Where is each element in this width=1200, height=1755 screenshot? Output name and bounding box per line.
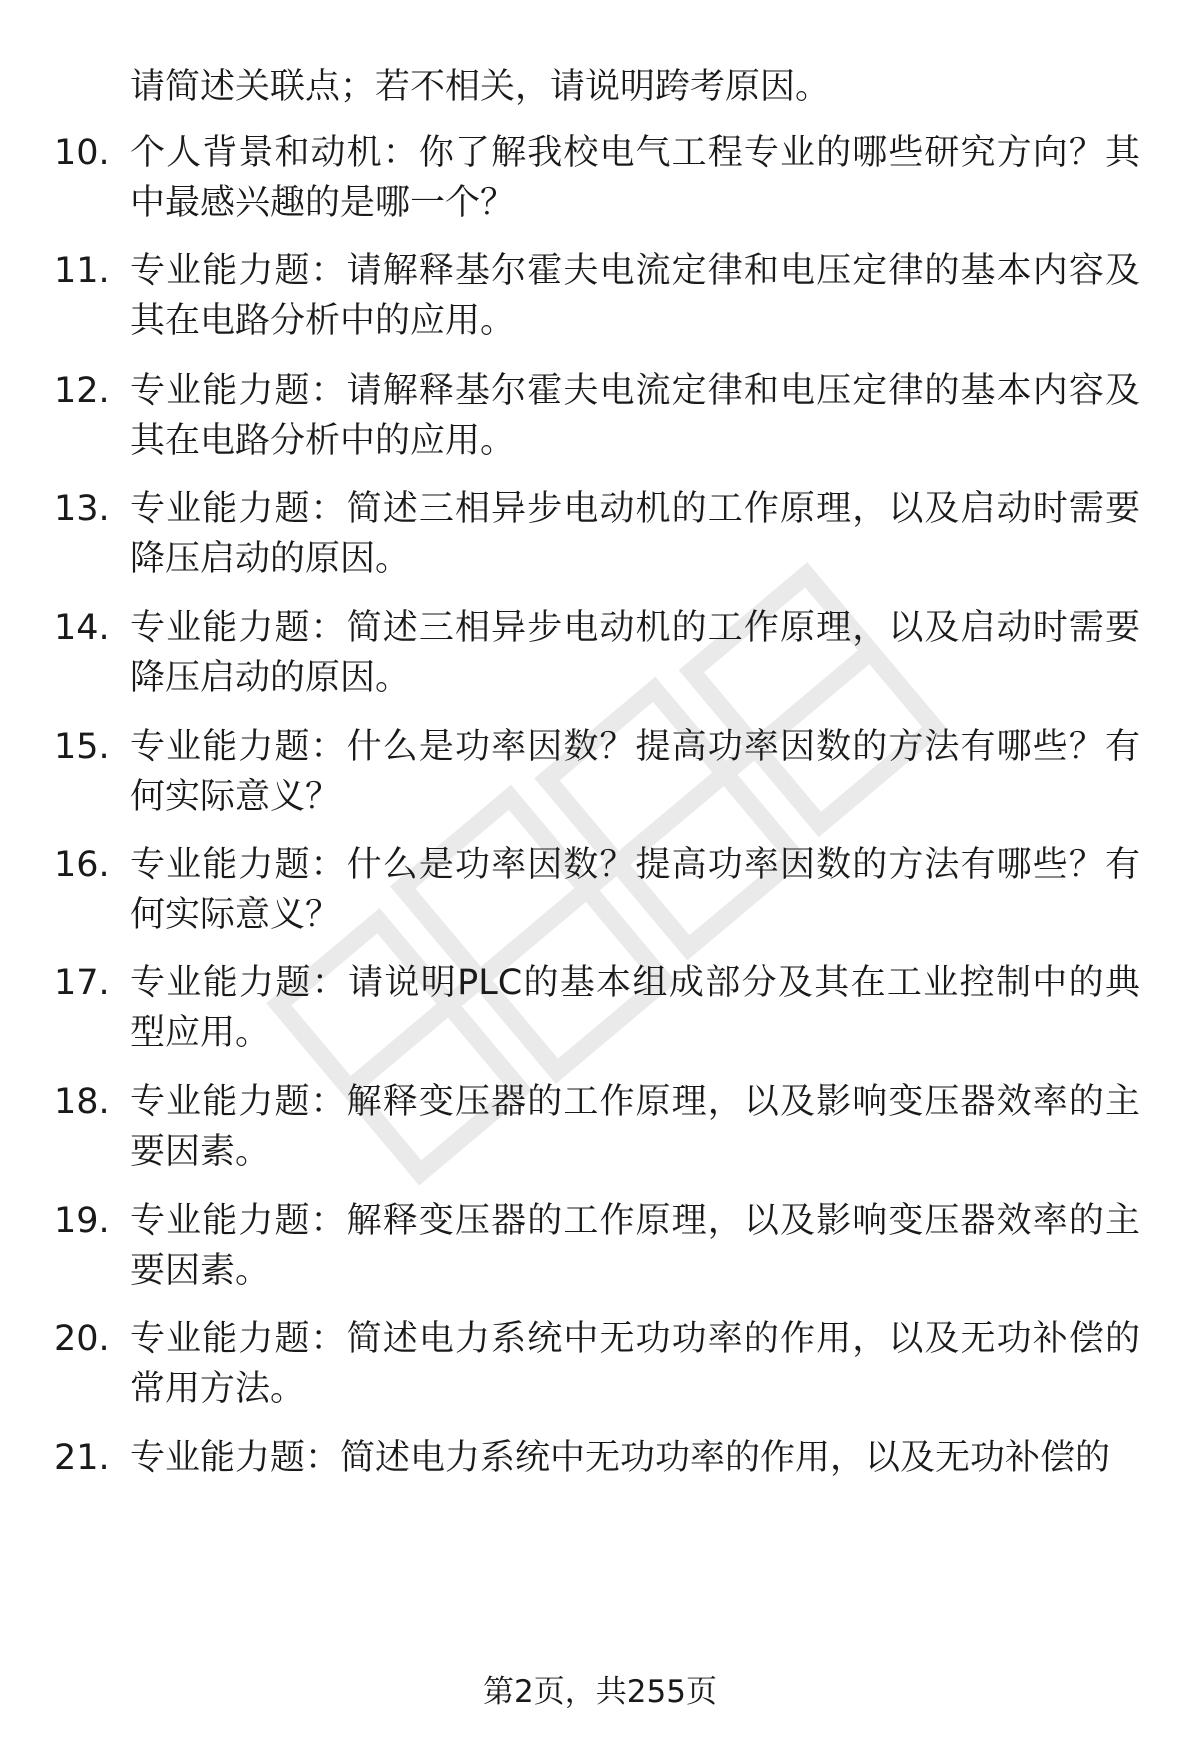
- item-text: 专业能力题：请解释基尔霍夫电流定律和电压定律的基本内容及其在电路分析中的应用。: [130, 371, 1140, 461]
- item-number: 13.: [54, 489, 110, 529]
- item-number: 18.: [54, 1082, 110, 1122]
- item-text: 专业能力题：简述电力系统中无功功率的作用，以及无功补偿的常用方法。: [130, 1319, 1140, 1409]
- item-text: 专业能力题：请解释基尔霍夫电流定律和电压定律的基本内容及其在电路分析中的应用。: [130, 251, 1140, 341]
- item-text: 专业能力题：什么是功率因数？提高功率因数的方法有哪些？有何实际意义？: [130, 845, 1140, 935]
- item-number: 15.: [54, 727, 110, 767]
- item-text: 专业能力题：解释变压器的工作原理，以及影响变压器效率的主要因素。: [130, 1201, 1140, 1291]
- item-text: 专业能力题：简述三相异步电动机的工作原理，以及启动时需要降压启动的原因。: [130, 608, 1140, 698]
- item-number: 19.: [54, 1201, 110, 1241]
- item-text: 专业能力题：请说明PLC的基本组成部分及其在工业控制中的典型应用。: [130, 963, 1140, 1053]
- item-text: 专业能力题：简述电力系统中无功功率的作用，以及无功补偿的: [130, 1438, 1111, 1478]
- item-number: 16.: [54, 845, 110, 885]
- item-number: 12.: [54, 371, 110, 411]
- item-number: 11.: [54, 251, 110, 291]
- item-text: 专业能力题：什么是功率因数？提高功率因数的方法有哪些？有何实际意义？: [130, 727, 1140, 817]
- item-number: 17.: [54, 963, 110, 1003]
- continuation-text: 请简述关联点；若不相关，请说明跨考原因。: [130, 67, 831, 107]
- item-number: 21.: [54, 1438, 110, 1478]
- item-text: 专业能力题：解释变压器的工作原理，以及影响变压器效率的主要因素。: [130, 1082, 1140, 1172]
- page-footer: 第2页，共255页: [483, 1674, 717, 1710]
- item-text: 个人背景和动机：你了解我校电气工程专业的哪些研究方向？其中最感兴趣的是哪一个？: [130, 133, 1140, 223]
- item-number: 10.: [54, 133, 110, 173]
- item-number: 20.: [54, 1319, 110, 1359]
- item-text: 专业能力题：简述三相异步电动机的工作原理，以及启动时需要降压启动的原因。: [130, 489, 1140, 579]
- item-number: 14.: [54, 608, 110, 648]
